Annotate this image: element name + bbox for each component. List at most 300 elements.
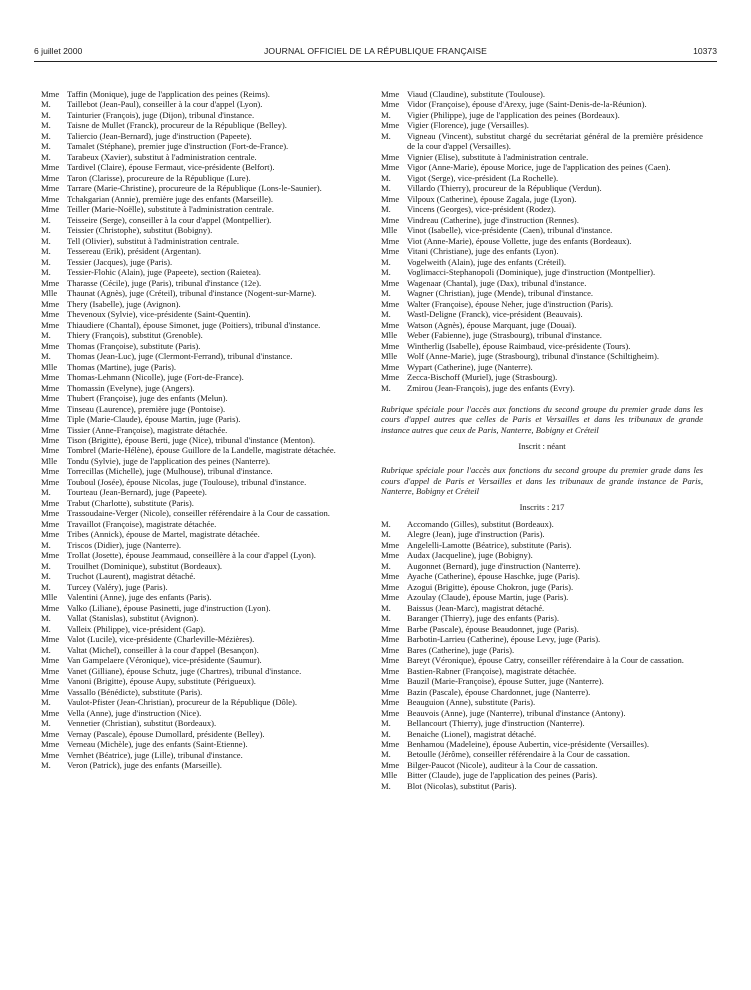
title-abbrev: Mme (381, 162, 400, 173)
page-header (34, 46, 717, 60)
entry-text: Wolf (Anne-Marie), juge (Strasbourg), tribunal d'instance (Schiltigheim). (407, 351, 660, 362)
list-item (41, 320, 363, 330)
title-abbrev: M. (41, 267, 51, 278)
entry-text: Vigneau (Vincent), substitut chargé du secrétariat général de la première présidence de la cour d'appel (Versailles). (407, 130, 703, 152)
entry-text: Vigor (Anne-Marie), épouse Morice, juge de l'application des peines (Caen). (407, 162, 671, 173)
title-abbrev: Mme (41, 497, 60, 508)
entry-text: Villardo (Thierry), procureur de la République (Verdun). (407, 183, 602, 194)
list-item (381, 152, 703, 162)
title-abbrev: Mme (41, 728, 60, 739)
list-item (381, 645, 703, 655)
title-abbrev: Mme (41, 707, 60, 718)
entry-text: Zecca-Bischoff (Muriel), juge (Strasbourg). (407, 372, 558, 383)
list-item (41, 341, 363, 351)
title-abbrev: Mme (381, 634, 400, 645)
title-abbrev: Mme (381, 707, 400, 718)
title-abbrev: Mme (41, 89, 60, 99)
entry-text: Valko (Liliane), épouse Pasinetti, juge d'instruction (Lyon). (67, 602, 271, 613)
entry-text: Trabut (Charlotte), substitute (Paris). (67, 497, 194, 508)
list-item (41, 645, 363, 655)
title-abbrev: M. (381, 560, 391, 571)
list-item (41, 487, 363, 497)
entry-text: Tarrare (Marie-Christine), procureure de la République (Lons-le-Saunier). (67, 183, 322, 194)
title-abbrev: M. (381, 256, 391, 267)
list-item (381, 99, 703, 109)
title-abbrev: M. (41, 644, 51, 655)
list-item (381, 257, 703, 267)
list-item (41, 278, 363, 288)
entry-text: Valleix (Philippe), vice-président (Gap). (67, 623, 206, 634)
list-item (41, 414, 363, 424)
title-abbrev: M. (41, 623, 51, 634)
entry-text: Vanoni (Brigitte), épouse Aupy, substitute (Périgueux). (67, 676, 256, 687)
title-abbrev: Mme (381, 361, 400, 372)
list-item (381, 770, 703, 780)
title-abbrev: Mlle (381, 225, 398, 236)
entry-text: Thaunat (Agnès), juge (Créteil), tribunal d'instance (Nogent-sur-Marne). (67, 288, 317, 299)
list-item (381, 341, 703, 351)
title-abbrev: Mme (41, 424, 60, 435)
list-item (41, 236, 363, 246)
list-item (41, 477, 363, 487)
list-item (381, 613, 703, 623)
list-item (381, 372, 703, 382)
list-item (381, 204, 703, 214)
list-item (41, 456, 363, 466)
title-abbrev: Mme (41, 393, 60, 404)
list-item (381, 550, 703, 560)
list-item (41, 655, 363, 665)
list-item (381, 708, 703, 718)
list-item (381, 173, 703, 183)
title-abbrev: Mme (41, 434, 60, 445)
list-item (381, 781, 703, 791)
list-item (381, 739, 703, 749)
title-abbrev: Mme (381, 592, 400, 603)
entry-text: Tiple (Marie-Claude), épouse Martin, juge (Paris). (67, 414, 241, 425)
entry-text: Azogui (Brigitte), épouse Chokron, juge (Paris). (407, 581, 574, 592)
title-abbrev: Mme (41, 686, 60, 697)
entry-text: Bauzil (Marie-Françoise), épouse Sutter, juge (Nanterre). (407, 676, 604, 687)
entry-text: Veron (Patrick), juge des enfants (Marseille). (67, 760, 222, 770)
list-item (381, 603, 703, 613)
entry-text: Wastl-Deligne (Franck), vice-président (Beauvais). (407, 309, 583, 320)
list-item (41, 246, 363, 256)
title-abbrev: Mme (41, 445, 60, 456)
entry-text: Tainturier (François), juge (Dijon), tribunal d'instance. (67, 109, 255, 120)
list-item (381, 718, 703, 728)
right-column-list-top (381, 89, 703, 393)
list-item (381, 676, 703, 686)
entry-text: Verneau (Michèle), juge des enfants (Saint-Etienne). (67, 739, 248, 750)
list-item (41, 561, 363, 571)
title-abbrev: M. (381, 183, 391, 194)
title-abbrev: M. (381, 288, 391, 299)
entry-text: Angelelli-Lamotte (Béatrice), substitute (Paris). (407, 539, 572, 550)
entry-text: Vanet (Gilliane), épouse Schutz, juge (Chartres), tribunal d'instance. (67, 665, 302, 676)
entry-text: Barbe (Pascale), épouse Beaudonnet, juge (Paris). (407, 623, 579, 634)
title-abbrev: M. (381, 267, 391, 278)
entry-text: Vinot (Isabelle), vice-présidente (Caen), tribunal d'instance. (407, 225, 613, 236)
title-abbrev: Mme (381, 340, 400, 351)
list-item (41, 613, 363, 623)
title-abbrev: M. (41, 330, 51, 341)
entry-text: Vella (Anne), juge d'instruction (Nice). (67, 707, 202, 718)
entry-text: Tarabeux (Xavier), substitut à l'administration centrale. (67, 151, 257, 162)
right-column-list-bottom (381, 519, 703, 792)
list-item (381, 666, 703, 676)
entry-text: Trassoudaine-Verger (Nicole), conseiller référendaire à la Cour de cassation. (67, 508, 330, 519)
title-abbrev: Mme (381, 99, 400, 110)
list-item (41, 299, 363, 309)
title-abbrev: M. (381, 109, 391, 120)
title-abbrev: Mme (41, 340, 60, 351)
entry-text: Tourteau (Jean-Bernard), juge (Papeete). (67, 487, 207, 498)
title-abbrev: Mme (41, 739, 60, 750)
list-item (41, 257, 363, 267)
title-abbrev: M. (381, 718, 391, 729)
list-item (41, 550, 363, 560)
entry-text: Alegre (Jean), juge d'instruction (Paris). (407, 529, 545, 540)
entry-text: Bilger-Paucot (Nicole), auditeur à la Cour de cassation. (407, 759, 598, 770)
list-item (41, 404, 363, 414)
entry-text: Vaulot-Pfister (Jean-Christian), procureur de la République (Dôle). (67, 697, 298, 708)
title-abbrev: Mme (41, 602, 60, 613)
title-abbrev: M. (381, 780, 391, 791)
entry-text: Bitter (Claude), juge de l'application des peines (Paris). (407, 770, 598, 781)
title-abbrev: Mme (41, 319, 60, 330)
title-abbrev: Mme (381, 539, 400, 550)
list-item (381, 561, 703, 571)
title-abbrev: Mme (381, 550, 400, 561)
list-item (381, 215, 703, 225)
entry-text: Beauguion (Anne), substitute (Paris). (407, 697, 536, 708)
list-item (41, 204, 363, 214)
list-item (381, 236, 703, 246)
list-item (41, 99, 363, 109)
title-abbrev: Mlle (41, 361, 58, 372)
entry-text: Van Gampelaere (Véronique), vice-présidente (Saumur). (67, 655, 262, 666)
entry-text: Zmirou (Jean-François), juge des enfants (Evry). (407, 382, 575, 393)
title-abbrev: Mlle (381, 351, 398, 362)
entry-text: Voglimacci-Stephanopoli (Dominique), juge d'instruction (Montpellier). (407, 267, 656, 278)
title-abbrev: Mlle (381, 330, 398, 341)
list-item (41, 110, 363, 120)
entry-text: Vindreau (Catherine), juge d'instruction (Rennes). (407, 214, 579, 225)
entry-text: Bares (Catherine), juge (Paris). (407, 644, 515, 655)
list-item (41, 676, 363, 686)
title-abbrev: M. (41, 109, 51, 120)
list-item (381, 624, 703, 634)
entry-text: Bazin (Pascale), épouse Chardonnet, juge (Nanterre). (407, 686, 591, 697)
title-abbrev: Mlle (41, 455, 58, 466)
title-abbrev: Mme (41, 550, 60, 561)
title-abbrev: Mme (41, 655, 60, 666)
title-abbrev: M. (41, 214, 51, 225)
title-abbrev: M. (41, 487, 51, 498)
entry-text: Augonnet (Bernard), juge d'instruction (Nanterre). (407, 560, 581, 571)
list-item (41, 466, 363, 476)
entry-text: Triscos (Didier), juge (Nanterre). (67, 539, 181, 550)
title-abbrev: Mme (41, 508, 60, 519)
entry-text: Thomas (Françoise), substitute (Paris). (67, 340, 201, 351)
entry-text: Taron (Clarisse), procureure de la République (Lure). (67, 172, 251, 183)
list-item (381, 383, 703, 393)
list-item (41, 718, 363, 728)
entry-text: Tessereau (Erik), président (Argentan). (67, 246, 202, 257)
title-abbrev: Mme (41, 676, 60, 687)
entry-text: Vassallo (Bénédicte), substitute (Paris). (67, 686, 203, 697)
list-item (41, 435, 363, 445)
list-item (41, 330, 363, 340)
entry-text: Accomando (Gilles), substitut (Bordeaux). (407, 518, 554, 529)
entry-text: Taillebot (Jean-Paul), conseiller à la cour d'appel (Lyon). (67, 99, 263, 110)
list-item (41, 697, 363, 707)
entry-text: Baissus (Jean-Marc), magistrat détaché. (407, 602, 545, 613)
title-abbrev: M. (41, 225, 51, 236)
entry-text: Valtat (Michel), conseiller à la cour d'appel (Besançon). (67, 644, 259, 655)
list-item (381, 760, 703, 770)
title-abbrev: M. (381, 613, 391, 624)
entry-text: Tondu (Sylvie), juge de l'application des peines (Nanterre). (67, 455, 271, 466)
list-item (41, 687, 363, 697)
title-abbrev: Mme (41, 749, 60, 760)
title-abbrev: M. (381, 749, 391, 760)
list-item (381, 529, 703, 539)
entry-text: Wagenaar (Chantal), juge (Dax), tribunal d'instance. (407, 277, 587, 288)
list-item (381, 288, 703, 298)
title-abbrev: M. (41, 130, 51, 141)
title-abbrev: M. (381, 529, 391, 540)
entry-text: Tessier-Flohic (Alain), juge (Papeete), section (Raietea). (67, 267, 261, 278)
title-abbrev: M. (381, 382, 391, 393)
list-item (381, 309, 703, 319)
title-abbrev: Mme (41, 372, 60, 383)
rubric-heading-1: Rubrique spéciale pour l'accès aux fonctions du second groupe du premier grade dans les cours d'appel autres que celles de Paris et Versailles et dans les tribunaux de grande instance autres que ceux de Paris, Nanterre, Bobigny et Créteil (381, 404, 703, 435)
list-item (41, 120, 363, 130)
entry-text: Thery (Isabelle), juge (Avignon). (67, 298, 181, 309)
list-item (381, 320, 703, 330)
entry-text: Betoulle (Jérôme), conseiller référendaire à la Cour de cassation. (407, 749, 630, 760)
entry-text: Walter (Françoise), épouse Neher, juge d'instruction (Paris). (407, 298, 613, 309)
title-abbrev: Mme (381, 298, 400, 309)
entry-text: Azoulay (Claude), épouse Martin, juge (Paris). (407, 592, 569, 603)
entry-text: Wagner (Christian), juge (Mende), tribunal d'instance. (407, 288, 594, 299)
header-date: 6 juillet 2000 (34, 46, 83, 56)
list-item (41, 519, 363, 529)
entry-text: Ayache (Catherine), épouse Haschke, juge (Paris). (407, 571, 580, 582)
title-abbrev: Mme (381, 581, 400, 592)
title-abbrev: M. (41, 151, 51, 162)
title-abbrev: Mlle (41, 288, 58, 299)
title-abbrev: M. (41, 539, 51, 550)
title-abbrev: Mme (41, 172, 60, 183)
title-abbrev: Mme (381, 214, 400, 225)
list-item (41, 425, 363, 435)
title-abbrev: Mme (41, 309, 60, 320)
list-item (381, 246, 703, 256)
list-item (41, 666, 363, 676)
list-item (41, 603, 363, 613)
list-item (41, 225, 363, 235)
entry-text: Tardivel (Claire), épouse Fermaut, vice-présidente (Belfort). (67, 162, 275, 173)
entry-text: Thiaudiere (Chantal), épouse Simonet, juge (Poitiers), tribunal d'instance. (67, 319, 321, 330)
title-abbrev: M. (41, 571, 51, 582)
title-abbrev: M. (381, 309, 391, 320)
entry-text: Teiller (Marie-Noëlle), substitute à l'administration centrale. (67, 204, 274, 215)
list-item (41, 540, 363, 550)
entry-text: Viaud (Claudine), substitute (Toulouse). (407, 89, 546, 99)
list-item (41, 309, 363, 319)
entry-text: Teissier (Christophe), substitut (Bobigny). (67, 225, 213, 236)
list-item (381, 582, 703, 592)
title-abbrev: Mme (41, 414, 60, 425)
entry-text: Bareyt (Véronique), épouse Catry, conseiller référendaire à la Cour de cassation. (407, 655, 684, 666)
entry-text: Beauvois (Anne), juge (Nanterre), tribunal d'instance (Antony). (407, 707, 626, 718)
entry-text: Thomas (Jean-Luc), juge (Clermont-Ferrand), tribunal d'instance. (67, 351, 293, 362)
entry-text: Vigier (Florence), juge (Versailles). (407, 120, 529, 131)
title-abbrev: Mme (381, 277, 400, 288)
header-page-number: 10373 (693, 46, 717, 56)
entry-text: Weber (Fabienne), juge (Strasbourg), tribunal d'instance. (407, 330, 602, 341)
list-item (381, 540, 703, 550)
title-abbrev: M. (41, 235, 51, 246)
list-item (41, 571, 363, 581)
entry-text: Taisne de Mullet (Franck), procureur de la République (Belley). (67, 120, 287, 131)
list-item (41, 529, 363, 539)
entry-text: Torrecillas (Michelle), juge (Mulhouse), tribunal d'instance. (67, 466, 273, 477)
list-item (381, 362, 703, 372)
list-item (41, 173, 363, 183)
title-abbrev: M. (41, 560, 51, 571)
entry-text: Vigot (Serge), vice-président (La Rochelle). (407, 172, 559, 183)
entry-text: Vallat (Stanislas), substitut (Avignon). (67, 613, 199, 624)
title-abbrev: Mme (381, 89, 400, 99)
title-abbrev: Mme (41, 183, 60, 194)
title-abbrev: Mme (41, 193, 60, 204)
list-item (41, 634, 363, 644)
entry-text: Truchot (Laurent), magistrat détaché. (67, 571, 196, 582)
title-abbrev: M. (41, 718, 51, 729)
list-item (41, 729, 363, 739)
list-item (41, 215, 363, 225)
entry-text: Trollat (Josette), épouse Jeammaud, conseillère à la cour d'appel (Lyon). (67, 550, 316, 561)
title-abbrev: M. (41, 256, 51, 267)
list-item (381, 351, 703, 361)
right-column (381, 89, 703, 791)
title-abbrev: Mme (381, 676, 400, 687)
title-abbrev: Mme (381, 571, 400, 582)
entry-text: Vignier (Elise), substitute à l'administration centrale. (407, 151, 589, 162)
entry-text: Tchakgarian (Annie), première juge des enfants (Marseille). (67, 193, 274, 204)
entry-text: Valot (Lucile), vice-présidente (Charleville-Mézières). (67, 634, 255, 645)
entry-text: Vennetier (Christian), substitut (Bordeaux). (67, 718, 217, 729)
list-item (381, 120, 703, 130)
entry-text: Turcey (Valéry), juge (Paris). (67, 581, 168, 592)
entry-text: Vilpoux (Catherine), épouse Zagala, juge (Lyon). (407, 193, 577, 204)
list-item (41, 393, 363, 403)
title-abbrev: Mme (41, 277, 60, 288)
list-item (381, 194, 703, 204)
entry-text: Viot (Anne-Marie), épouse Vollette, juge des enfants (Bordeaux). (407, 235, 632, 246)
list-item (41, 89, 363, 99)
list-item (41, 362, 363, 372)
title-abbrev: Mme (381, 319, 400, 330)
title-abbrev: Mme (41, 403, 60, 414)
entry-text: Vitani (Christiane), juge des enfants (Lyon). (407, 246, 559, 257)
title-abbrev: Mme (381, 697, 400, 708)
title-abbrev: M. (381, 172, 391, 183)
list-item (41, 592, 363, 602)
entry-text: Thomas-Lehmann (Nicolle), juge (Fort-de-France). (67, 372, 244, 383)
title-abbrev: Mme (41, 518, 60, 529)
title-abbrev: Mme (381, 193, 400, 204)
entry-text: Vogelweith (Alain), juge des enfants (Créteil). (407, 256, 567, 267)
title-abbrev: M. (41, 760, 51, 770)
entry-text: Thomas (Martine), juge (Paris). (67, 361, 177, 372)
title-abbrev: Mme (381, 665, 400, 676)
title-abbrev: Mme (381, 120, 400, 131)
list-item (381, 687, 703, 697)
list-item (381, 299, 703, 309)
title-abbrev: M. (41, 141, 51, 152)
inscrit-count-1: Inscrit : néant (518, 440, 566, 451)
entry-text: Thubert (Françoise), juge des enfants (Melun). (67, 393, 228, 404)
entry-text: Teisseire (Serge), conseiller à la cour d'appel (Montpellier). (67, 214, 272, 225)
entry-text: Thiery (François), substitut (Grenoble). (67, 330, 203, 341)
entry-text: Vidor (Françoise), épouse d'Arexy, juge (Saint-Denis-de-la-Réunion). (407, 99, 647, 110)
title-abbrev: Mme (41, 634, 60, 645)
title-abbrev: M. (381, 602, 391, 613)
title-abbrev: M. (41, 613, 51, 624)
list-item (41, 267, 363, 277)
entry-text: Touboul (Josée), épouse Nicolas, juge (Toulouse), tribunal d'instance. (67, 476, 307, 487)
list-item (381, 697, 703, 707)
entry-text: Watson (Agnès), épouse Marquant, juge (Douai). (407, 319, 577, 330)
list-item (41, 372, 363, 382)
title-abbrev: M. (41, 246, 51, 257)
entry-text: Travaillot (Françoise), magistrate détachée. (67, 518, 217, 529)
entry-text: Barbotin-Larrieu (Catherine), épouse Levy, juge (Paris). (407, 634, 601, 645)
list-item (41, 194, 363, 204)
list-item (41, 383, 363, 393)
title-abbrev: M. (41, 120, 51, 131)
title-abbrev: Mme (381, 739, 400, 749)
entry-text: Bellancourt (Thierry), juge d'instruction (Nanterre). (407, 718, 585, 729)
title-abbrev: Mme (381, 623, 400, 634)
entry-text: Wintherlig (Isabelle), épouse Raimbaud, vice-présidente (Tours). (407, 340, 631, 351)
list-item (381, 655, 703, 665)
title-abbrev: M. (381, 204, 391, 215)
entry-text: Trouilhet (Dominique), substitut (Bordeaux). (67, 560, 223, 571)
entry-text: Vernay (Pascale), épouse Dumollard, présidente (Belley). (67, 728, 265, 739)
entry-text: Vigier (Philippe), juge de l'application des peines (Bordeaux). (407, 109, 620, 120)
entry-text: Taliercio (Jean-Bernard), juge d'instruction (Papeete). (67, 130, 252, 141)
list-item (381, 592, 703, 602)
entry-text: Tombrel (Marie-Hélène), épouse Guillore de la Landelle, magistrate détachée. (67, 445, 336, 456)
entry-text: Vincens (Georges), vice-président (Rodez). (407, 204, 556, 215)
inscrit-count-2: Inscrits : 217 (519, 502, 565, 513)
list-item (381, 89, 703, 99)
entry-text: Tissier (Anne-Françoise), magistrate détachée. (67, 424, 228, 435)
entry-text: Wypart (Catherine), juge (Nanterre). (407, 361, 533, 372)
title-abbrev: Mme (41, 665, 60, 676)
list-item (381, 225, 703, 235)
list-item (41, 498, 363, 508)
entry-text: Tison (Brigitte), épouse Berti, juge (Nice), tribunal d'instance (Menton). (67, 434, 316, 445)
entry-text: Blot (Nicolas), substitut (Paris). (407, 780, 517, 791)
list-item (41, 288, 363, 298)
